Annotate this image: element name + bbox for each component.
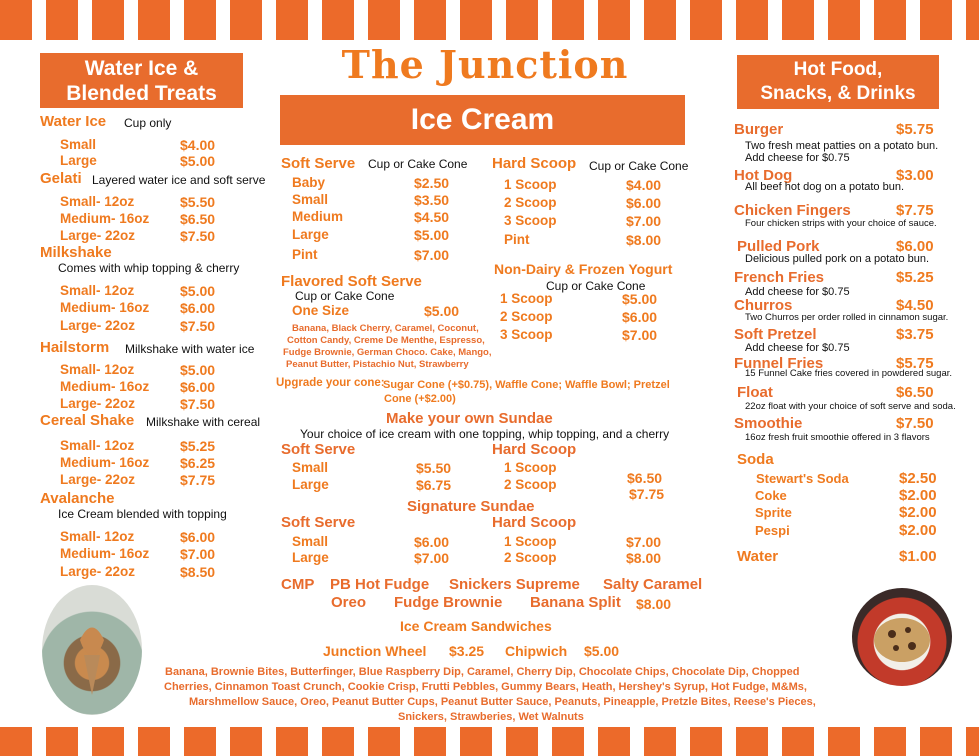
item-size: 2 Scoop — [504, 477, 557, 492]
top-stripe-border — [0, 0, 979, 40]
item-size: Large — [292, 477, 329, 492]
item-price: $8.00 — [626, 232, 662, 248]
left-banner-line: Blended Treats — [66, 81, 217, 105]
food-item-description: Add cheese for $0.75 — [745, 286, 850, 298]
item-price: $7.00 — [626, 213, 662, 229]
soda-price: $2.50 — [899, 470, 937, 487]
section-note: Your choice of ice cream with one topping, whip topping, and a cherry — [300, 427, 670, 441]
ice-cream-cone-photo — [42, 585, 142, 715]
item-size: Small- 12oz — [60, 362, 135, 377]
item-price: $6.00 — [626, 195, 662, 211]
food-item-price: $7.75 — [896, 202, 934, 219]
flavor-list-line: Cotton Candy, Creme De Menthe, Espresso, — [287, 335, 485, 346]
upgrade-text: Sugar Cone (+$0.75), Waffle Cone; Waffle Bowl; Pretzel — [383, 379, 670, 391]
section-heading: Milkshake — [40, 244, 112, 261]
cone-icon — [42, 585, 142, 715]
section-note: Milkshake with cereal — [146, 415, 261, 429]
water-price: $1.00 — [899, 548, 937, 565]
flavor-list-line: Peanut Butter, Pistachio Nut, Strawberry — [286, 359, 469, 370]
signature-sundae-name: Oreo — [331, 594, 367, 611]
item-size: Pint — [292, 247, 318, 262]
item-size: Small — [60, 137, 97, 152]
item-price: $5.00 — [180, 153, 216, 169]
soda-price: $2.00 — [899, 487, 937, 504]
food-item-name: Pulled Pork — [737, 238, 820, 255]
soda-name: Stewart's Soda — [756, 471, 849, 486]
food-item-name: French Fries — [734, 269, 825, 286]
section-heading: Flavored Soft Serve — [281, 273, 422, 290]
upgrade-label: Upgrade your cone: — [276, 377, 385, 389]
toppings-line: Snickers, Strawberies, Wet Walnuts — [398, 711, 584, 723]
item-price: $7.00 — [414, 550, 450, 566]
section-heading: Avalanche — [40, 490, 115, 507]
section-note: Cup or Cake Cone — [295, 289, 395, 303]
item-price: $5.00 — [180, 283, 216, 299]
item-price: $5.00 — [622, 291, 658, 307]
section-subheading: Hard Scoop — [492, 514, 577, 531]
flavor-list-line: Fudge Brownie, German Choco. Cake, Mango, — [283, 347, 492, 358]
item-size: Medium- 16oz — [60, 211, 150, 226]
item-price: $6.00 — [180, 379, 216, 395]
section-note: Milkshake with water ice — [125, 342, 255, 356]
section-note: Cup or Cake Cone — [546, 279, 646, 293]
item-price: $4.00 — [180, 137, 216, 153]
item-price: $6.00 — [180, 529, 216, 545]
section-heading: Soft Serve — [281, 155, 356, 172]
food-item-description: All beef hot dog on a potato bun. — [745, 181, 905, 193]
food-item-description: Add cheese for $0.75 — [745, 152, 850, 164]
food-item-name: Funnel Fries — [734, 355, 824, 372]
item-price: $7.75 — [629, 486, 665, 502]
item-price: $5.50 — [180, 194, 216, 210]
item-price: $7.50 — [180, 396, 216, 412]
signature-sundae-name: Snickers Supreme — [449, 576, 580, 593]
food-item-name: Smoothie — [734, 415, 803, 432]
item-size: Small — [292, 460, 329, 475]
item-price: $6.50 — [627, 470, 663, 486]
item-price: $7.75 — [180, 472, 216, 488]
item-price: $3.25 — [449, 643, 485, 659]
item-price: $7.00 — [626, 534, 662, 550]
section-heading: Ice Cream Sandwiches — [400, 618, 552, 634]
section-note: Layered water ice and soft serve — [92, 173, 266, 187]
item-price: $3.50 — [414, 192, 450, 208]
food-item-price: $5.25 — [896, 269, 934, 286]
item-size: Small- 12oz — [60, 438, 135, 453]
item-price: $6.00 — [414, 534, 450, 550]
item-size: 2 Scoop — [504, 195, 557, 210]
item-price: $4.50 — [414, 209, 450, 225]
item-price: $5.00 — [414, 227, 450, 243]
toppings-line: Cherries, Cinnamon Toast Crunch, Cookie Crisp, Frutti Pebbles, Gummy Bears, Heath, Hershey's Syrup, Hot Fudge, M&Ms, — [164, 681, 807, 693]
item-size: Pint — [504, 232, 530, 247]
item-name: Junction Wheel — [323, 643, 427, 659]
item-price: $7.00 — [622, 327, 658, 343]
section-heading: Non-Dairy & Frozen Yogurt — [494, 261, 673, 277]
food-item-price: $6.50 — [896, 384, 934, 401]
item-price: $5.25 — [180, 438, 216, 454]
item-size: Small- 12oz — [60, 283, 135, 298]
item-size: Medium- 16oz — [60, 300, 150, 315]
signature-sundae-name: Salty Caramel — [603, 576, 703, 593]
item-price: $4.00 — [626, 177, 662, 193]
soda-name: Sprite — [755, 505, 792, 520]
food-item-price: $7.50 — [896, 415, 934, 432]
item-size: One Size — [292, 303, 350, 318]
item-size: 1 Scoop — [500, 291, 553, 306]
section-note: Cup or Cake Cone — [589, 159, 689, 173]
right-banner-line: Snacks, & Drinks — [760, 83, 916, 104]
signature-sundae-price: $8.00 — [636, 596, 672, 612]
item-size: 2 Scoop — [500, 309, 553, 324]
cookie-icon — [852, 588, 952, 686]
section-subheading: Soft Serve — [281, 441, 356, 458]
left-banner — [40, 53, 243, 108]
food-item-name: Burger — [734, 121, 784, 138]
item-price: $8.50 — [180, 564, 216, 580]
food-item-description: Delicious pulled pork on a potato bun. — [745, 253, 930, 265]
food-item-name: Float — [737, 384, 773, 401]
water-name: Water — [737, 548, 779, 565]
signature-sundae-name: CMP — [281, 576, 315, 593]
food-item-description: 15 Funnel Cake fries covered in powdered sugar. — [745, 368, 953, 379]
item-size: Small — [292, 192, 329, 207]
item-price: $6.00 — [180, 300, 216, 316]
item-price: $5.00 — [424, 303, 460, 319]
soda-name: Coke — [755, 488, 787, 503]
food-item-description: 16oz fresh fruit smoothie offered in 3 flavors — [745, 432, 930, 443]
item-size: 1 Scoop — [504, 460, 557, 475]
food-item-name: Soft Pretzel — [734, 326, 817, 343]
section-heading: Hailstorm — [40, 339, 110, 356]
item-size: Baby — [292, 175, 326, 190]
section-subheading: Soft Serve — [281, 514, 356, 531]
item-size: 1 Scoop — [504, 177, 557, 192]
item-price: $6.25 — [180, 455, 216, 471]
item-size: Medium- 16oz — [60, 546, 150, 561]
item-size: Large- 22oz — [60, 396, 136, 411]
section-heading: Cereal Shake — [40, 412, 135, 429]
soda-name: Pespi — [755, 523, 790, 538]
section-heading: Soda — [737, 451, 774, 468]
food-item-price: $6.00 — [896, 238, 934, 255]
toppings-line: Marshmellow Sauce, Oreo, Peanut Butter Cups, Peanut Butter Sauce, Peanuts, Pineapple, Pretzle Bites, Reese's Pieces, — [189, 696, 816, 708]
item-size: Medium- 16oz — [60, 379, 150, 394]
ice-cream-banner: Ice Cream — [280, 95, 685, 145]
item-size: Small- 12oz — [60, 194, 135, 209]
food-item-price: $5.75 — [896, 121, 934, 138]
item-size: 3 Scoop — [504, 213, 557, 228]
food-item-name: Hot Dog — [734, 167, 793, 184]
section-note: Ice Cream blended with topping — [58, 507, 227, 521]
item-price: $2.50 — [414, 175, 450, 191]
item-size: Large — [292, 227, 329, 242]
toppings-line: Banana, Brownie Bites, Butterfinger, Blue Raspberry Dip, Caramel, Cherry Dip, Chocolate Chips, Chocolate Dip, Chopped — [165, 666, 800, 678]
item-price: $7.00 — [180, 546, 216, 562]
food-item-name: Chicken Fingers — [734, 202, 851, 219]
food-item-price: $3.75 — [896, 326, 934, 343]
food-item-price: $5.75 — [896, 355, 934, 372]
item-price: $8.00 — [626, 550, 662, 566]
item-size: Large — [60, 153, 97, 168]
upgrade-text: Cone (+$2.00) — [384, 393, 456, 405]
food-item-description: Four chicken strips with your choice of sauce. — [745, 218, 937, 229]
item-size: Small — [292, 534, 329, 549]
item-name: Chipwich — [505, 643, 568, 659]
section-heading: Hard Scoop — [492, 155, 577, 172]
soda-price: $2.00 — [899, 522, 937, 539]
item-size: 1 Scoop — [504, 534, 557, 549]
item-size: Large- 22oz — [60, 228, 136, 243]
section-heading: Make your own Sundae — [386, 410, 553, 427]
food-item-price: $3.00 — [896, 167, 934, 184]
right-banner — [737, 55, 939, 109]
section-subheading: Hard Scoop — [492, 441, 577, 458]
right-banner-line: Hot Food, — [793, 59, 883, 80]
item-price: $7.50 — [180, 318, 216, 334]
section-heading: Signature Sundae — [407, 498, 535, 515]
item-size: Medium — [292, 209, 344, 224]
page-title: The Junction — [341, 42, 629, 87]
item-size: Medium- 16oz — [60, 455, 150, 470]
food-item-description: 22oz float with your choice of soft serve and soda. — [745, 401, 956, 412]
item-price: $5.00 — [180, 362, 216, 378]
item-size: Small- 12oz — [60, 529, 135, 544]
item-size: Large- 22oz — [60, 472, 136, 487]
cookie-photo — [852, 588, 952, 686]
section-heading: Gelati — [40, 170, 82, 187]
food-item-description: Two fresh meat patties on a potato bun. — [745, 140, 939, 152]
signature-sundae-name: PB Hot Fudge — [330, 576, 430, 593]
item-size: Large- 22oz — [60, 318, 136, 333]
item-price: $6.00 — [622, 309, 658, 325]
item-price: $6.50 — [180, 211, 216, 227]
item-size: 2 Scoop — [504, 550, 557, 565]
item-price: $5.00 — [584, 643, 620, 659]
food-item-price: $4.50 — [896, 297, 934, 314]
item-size: 3 Scoop — [500, 327, 553, 342]
item-size: Large — [292, 550, 329, 565]
flavor-list-line: Banana, Black Cherry, Caramel, Coconut, — [292, 323, 479, 334]
food-item-description: Add cheese for $0.75 — [745, 342, 850, 354]
signature-sundae-name: Fudge Brownie — [394, 594, 503, 611]
item-price: $6.75 — [416, 477, 452, 493]
section-note: Comes with whip topping & cherry — [58, 261, 240, 275]
left-banner-line: Water Ice & — [84, 56, 199, 80]
section-note: Cup only — [124, 116, 172, 130]
section-note: Cup or Cake Cone — [368, 157, 468, 171]
item-size: Large- 22oz — [60, 564, 136, 579]
soda-price: $2.00 — [899, 504, 937, 521]
section-heading: Water Ice — [40, 113, 107, 130]
item-price: $5.50 — [416, 460, 452, 476]
item-price: $7.50 — [180, 228, 216, 244]
food-item-name: Churros — [734, 297, 793, 314]
food-item-description: Two Churros per order rolled in cinnamon sugar. — [745, 312, 949, 323]
bottom-stripe-border — [0, 727, 979, 756]
item-price: $7.00 — [414, 247, 450, 263]
signature-sundae-name: Banana Split — [530, 594, 621, 611]
